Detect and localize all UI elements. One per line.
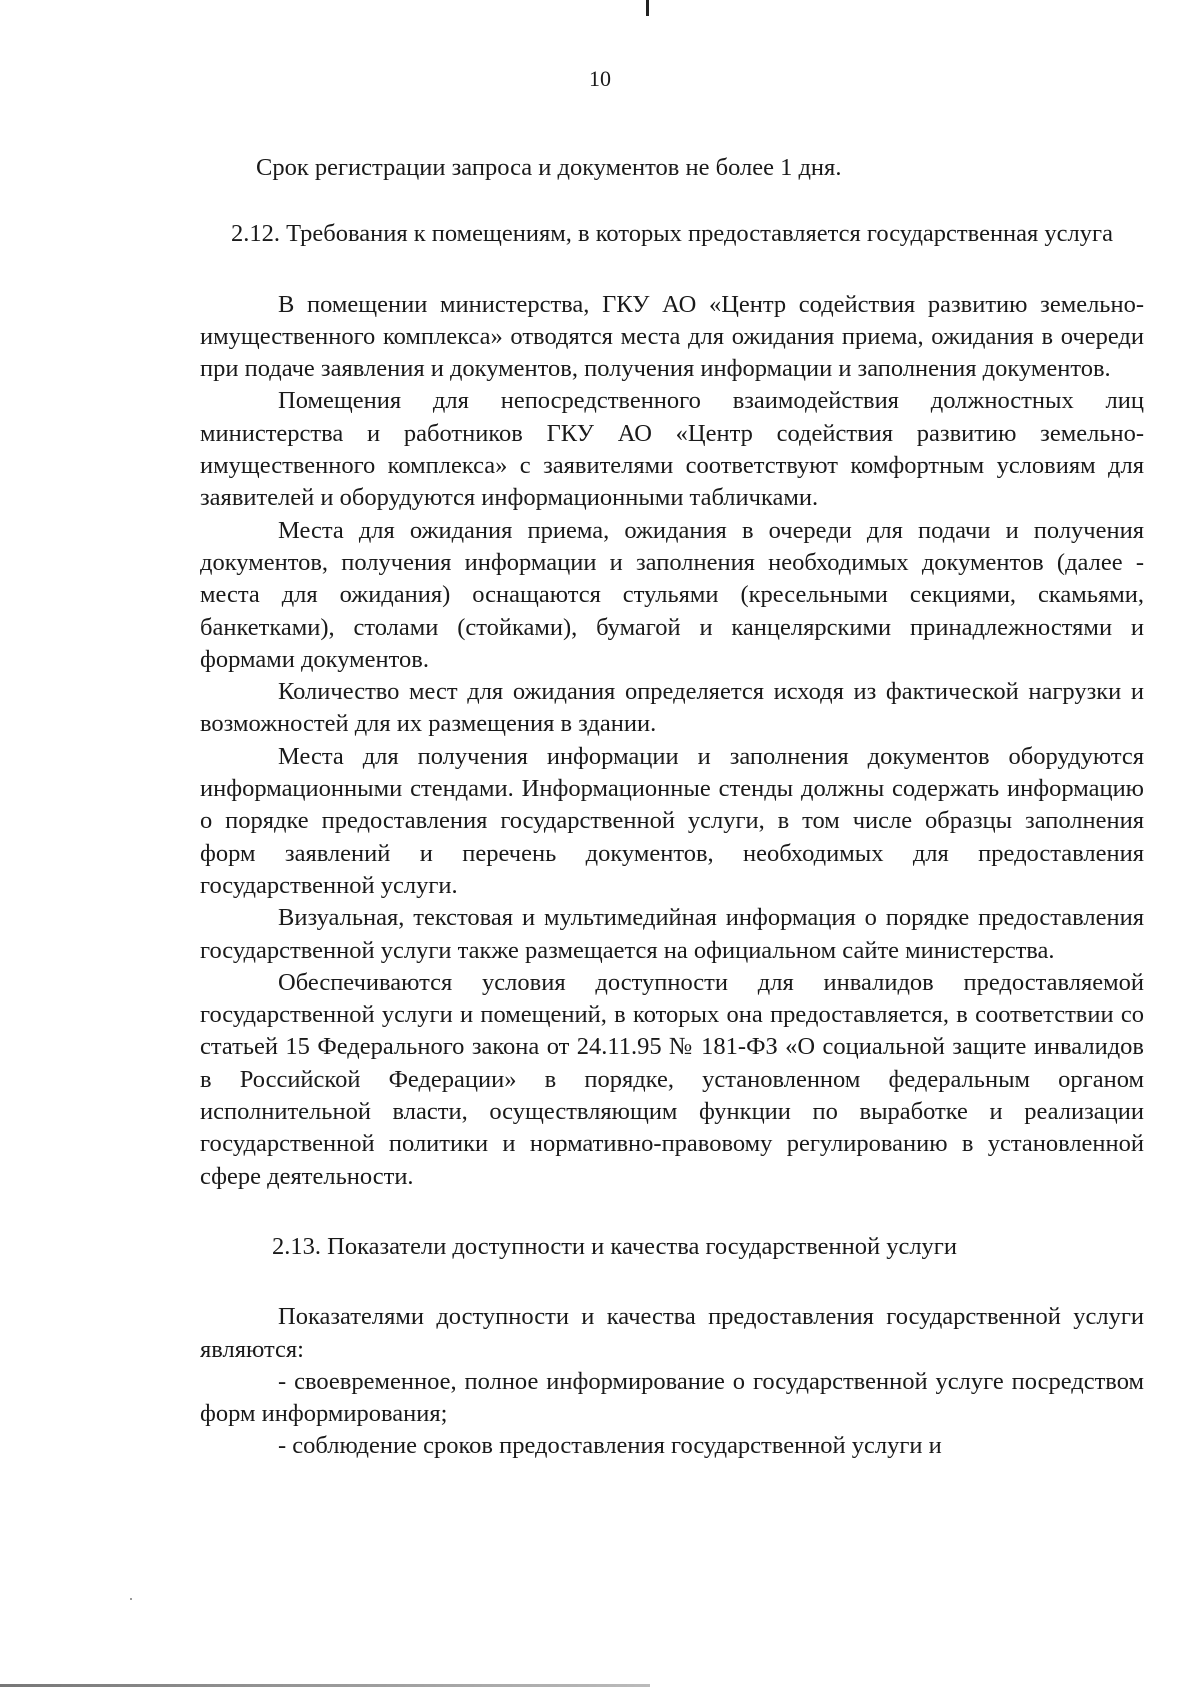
- section-2-12-paragraph: Места для получения информации и заполнения документов оборудуются информационными стендами. Информационные стенды должны содержать информацию о порядке предоставления государственной услуги, в том числе образцы заполнения форм заявлений и перечень документов, необходимых для предоставления государственной услуги.: [200, 742, 1144, 899]
- scan-bottom-edge: [0, 1684, 650, 1687]
- section-2-12-paragraph: Места для ожидания приема, ожидания в очереди для подачи и получения документов, получения информации и заполнения необходимых документов (далее - места для ожидания) оснащаются стульями (кресельными секциями, скамьями, банкетками), столами (стойками), бумагой и канцелярскими принадлежностями и формами документов.: [200, 516, 1144, 673]
- section-2-12-paragraph: Визуальная, текстовая и мультимедийная информация о порядке предоставления государственной услуги также размещается на официальном сайте министерства.: [200, 904, 1144, 964]
- document-body: [200, 152, 1144, 1463]
- section-2-13-list-item: - своевременное, полное информирование о государственной услуге посредством форм информирования;: [200, 1367, 1144, 1428]
- section-2-12-heading: 2.12. Требования к помещениям, в которых предоставляется государственная услуга: [231, 220, 1113, 248]
- page-number: 10: [589, 66, 611, 91]
- section-2-13-paragraph: Показателями доступности и качества предоставления государственной услуги являются:: [200, 1303, 1144, 1363]
- section-2-12-paragraph: Количество мест для ожидания определяется исходя из фактической нагрузки и возможностей для их размещения в здании.: [200, 678, 1144, 738]
- section-2-12-paragraph: Помещения для непосредственного взаимодействия должностных лиц министерства и работников ГКУ АО «Центр содействия развитию земельно-имущественного комплекса» с заявителями соответствуют комфортным условиям для заявителей и оборудуются информационными табличками.: [200, 387, 1144, 512]
- section-2-12-paragraph: В помещении министерства, ГКУ АО «Центр содействия развитию земельно-имущественного комплекса» отводятся места для ожидания приема, ожидания в очереди при подаче заявления и документов, получения информации и заполнения документов.: [200, 290, 1144, 383]
- scan-speck: [130, 1598, 132, 1600]
- section-2-12-paragraph: Обеспечиваются условия доступности для инвалидов предоставляемой государственной услуги и помещений, в которых она предоставляется, в соответствии со статьей 15 Федерального закона от 24.11.95 № 181-ФЗ «О социальной защите инвалидов в Российской Федерации» в порядке, установленном федеральным органом исполнительной власти, осуществляющим функции по выработке и реализации государственной политики и нормативно-правовому регулированию в установленной сфере деятельности.: [200, 968, 1144, 1190]
- registration-term-line: Срок регистрации запроса и документов не более 1 дня.: [256, 154, 842, 181]
- section-2-13-list-item: - соблюдение сроков предоставления государственной услуги и: [278, 1432, 942, 1460]
- scan-edge-mark: [646, 0, 649, 16]
- section-2-13-heading: 2.13. Показатели доступности и качества государственной услуги: [272, 1232, 957, 1260]
